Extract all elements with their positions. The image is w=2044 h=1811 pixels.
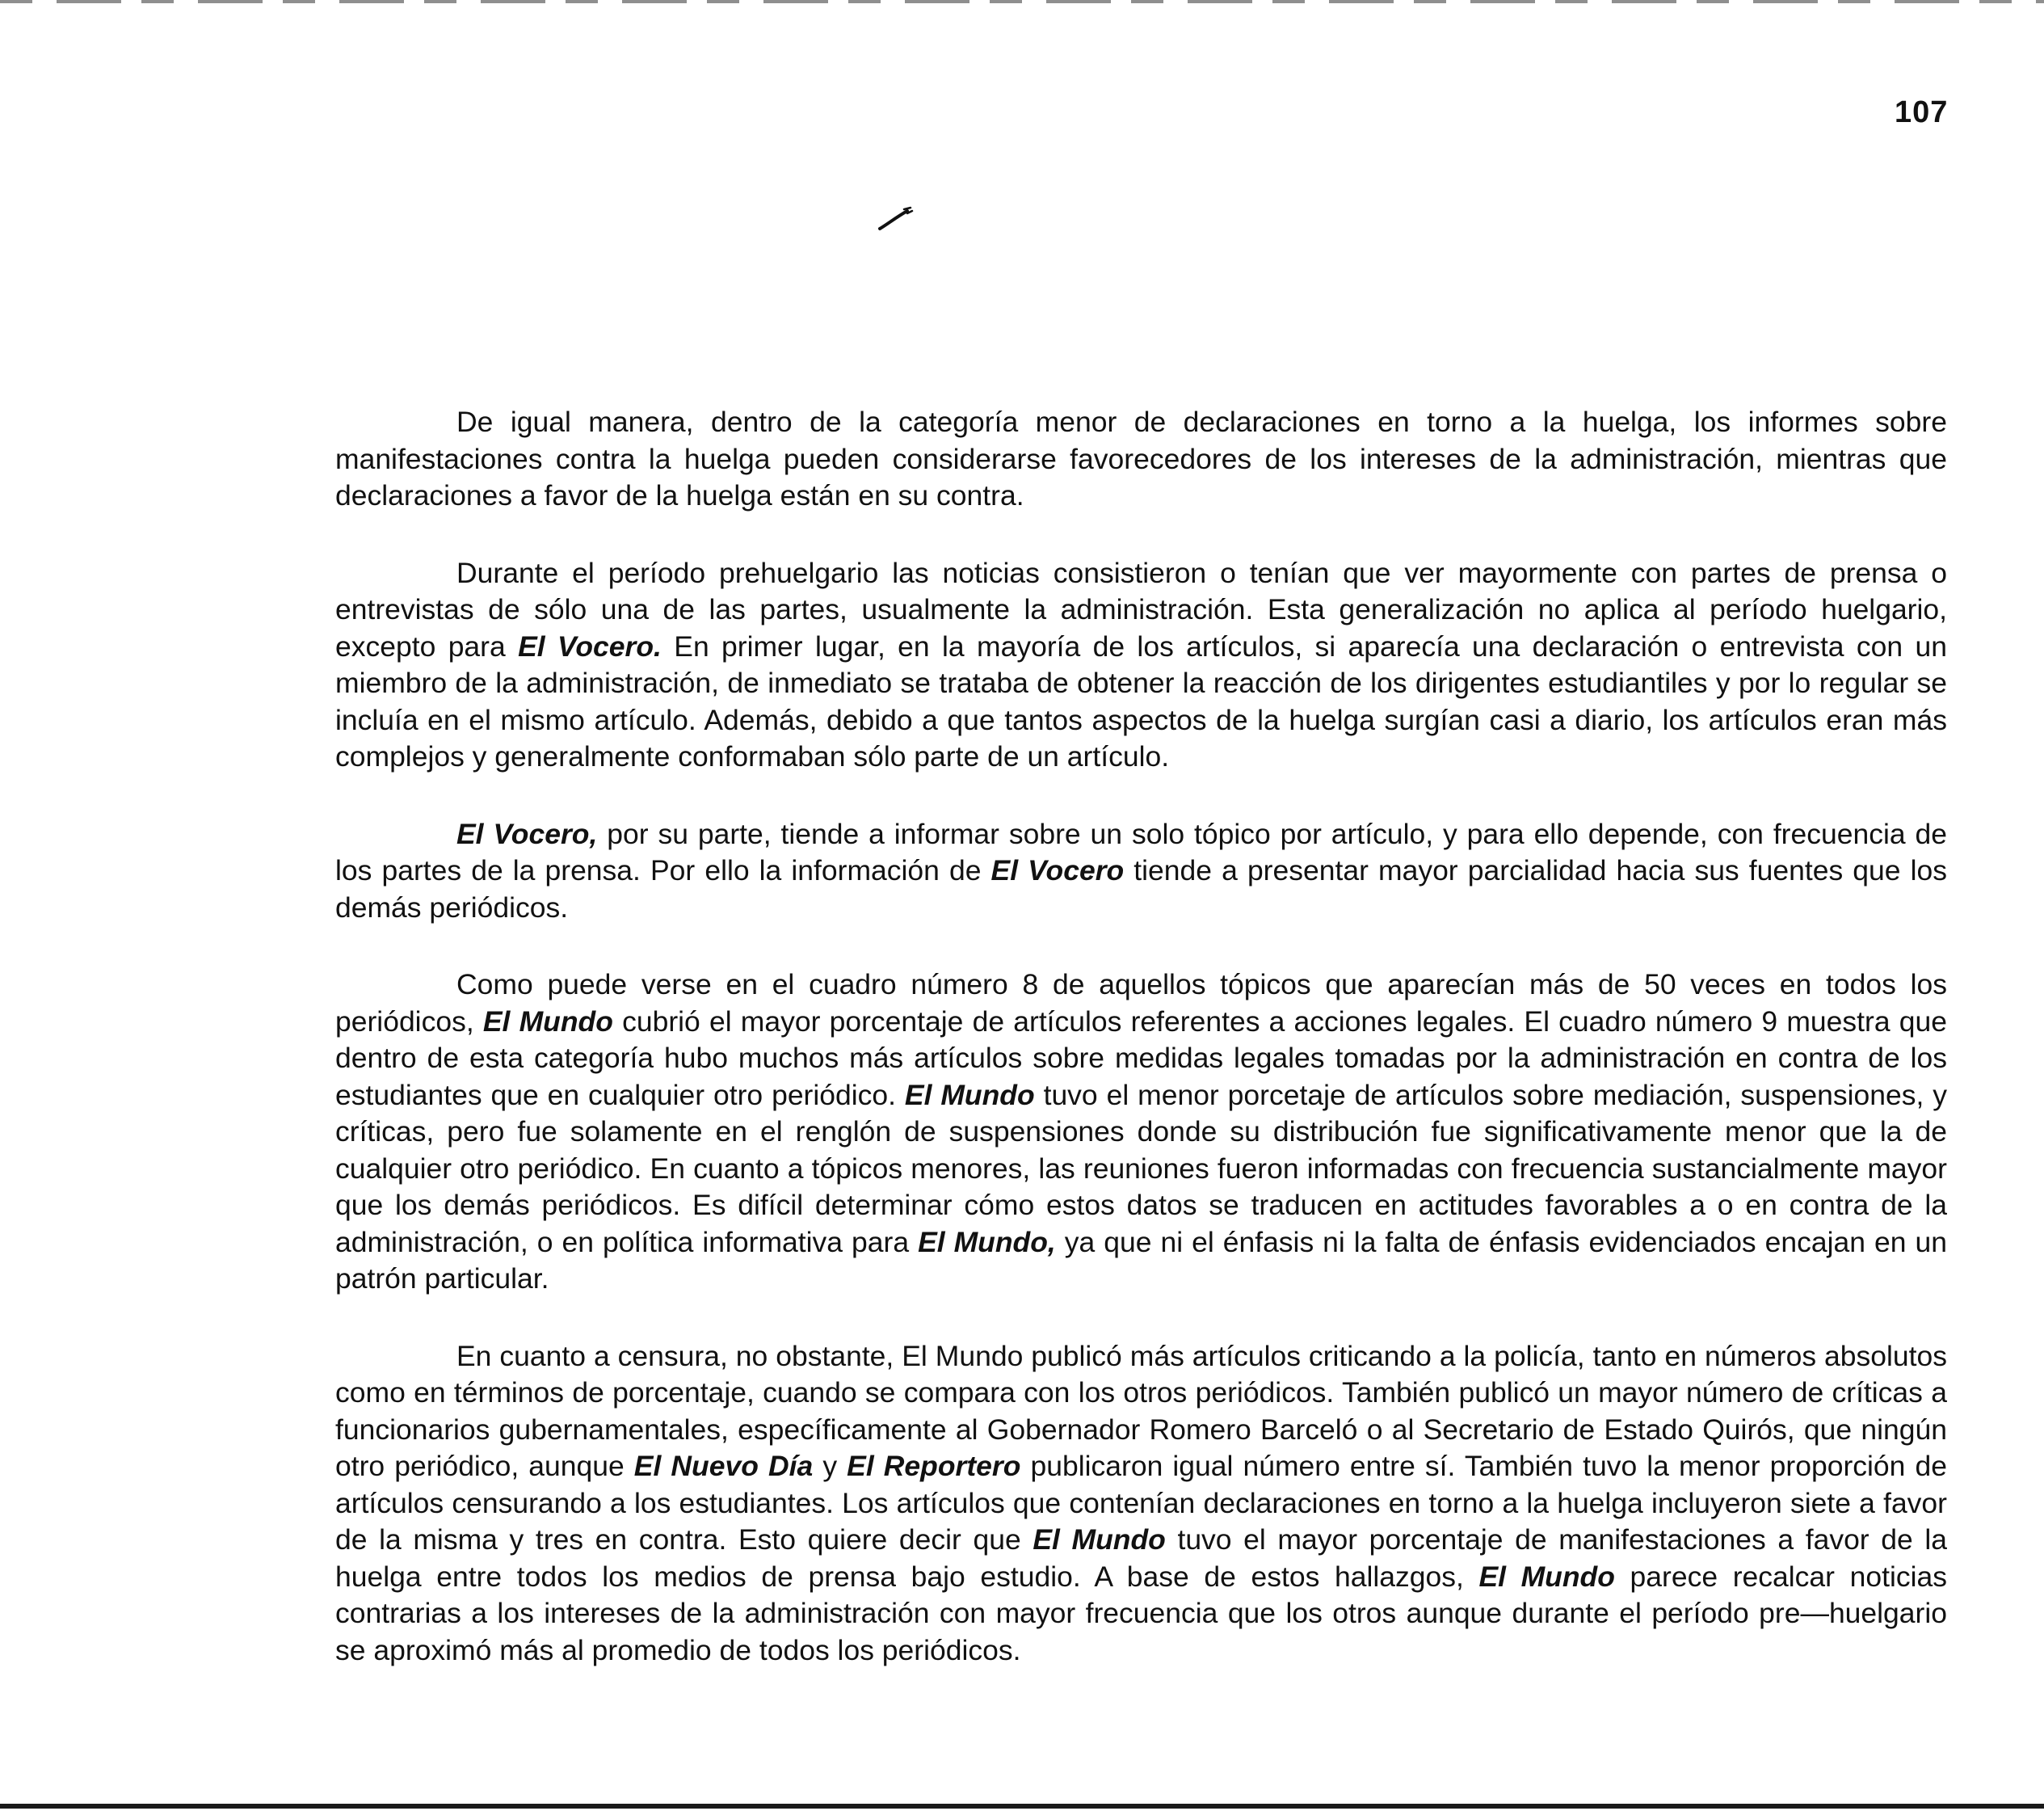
newspaper-name: El Mundo xyxy=(904,1078,1035,1111)
paragraph xyxy=(335,816,1947,927)
top-scan-edge xyxy=(0,0,2044,3)
newspaper-name: El Mundo xyxy=(1033,1523,1166,1556)
paragraph xyxy=(335,404,1947,515)
paragraph-text: tuvo el mayor porcentaje de manifestaciones a favor de la huelga entre todos los medios de prensa bajo estudio. A base de estos hallazgos, xyxy=(335,1523,1947,1593)
paragraph-text: Durante el período prehuelgario las noticias consistieron o tenían que ver mayormente con partes de prensa o entrevistas de sólo una de las partes, usualmente la administración. Esta generalización no aplica al período huelgario, excepto para xyxy=(335,556,1947,663)
newspaper-name: El Vocero xyxy=(990,854,1125,887)
newspaper-name: El Vocero, xyxy=(456,817,598,850)
newspaper-name: El Vocero. xyxy=(518,630,662,663)
newspaper-name: El Mundo xyxy=(1478,1560,1615,1593)
bottom-scan-edge xyxy=(0,1804,2044,1809)
paragraph-text: Como puede verse en el cuadro número 8 de aquellos tópicos que aparecían más de 50 veces en todos los periódicos, xyxy=(335,968,1947,1038)
newspaper-name: El Mundo, xyxy=(918,1225,1056,1258)
page-number: 107 xyxy=(1895,95,1949,129)
paragraph-text: En cuanto a censura, no obstante, El Mundo publicó más artículos criticando a la policía, tanto en números absolutos como en términos de porcentaje, cuando se compara con los otros periódicos. También publicó un mayor número de críticas a funcionarios gubernamentales, específicamente al Gobernador Romero Barceló o al Secretario de Estado Quirós, que ningún otro periódico, aunque xyxy=(335,1339,1947,1482)
newspaper-name: El Reportero xyxy=(847,1450,1021,1482)
newspaper-name: El Nuevo Día xyxy=(633,1450,814,1482)
paragraph-text: y xyxy=(813,1450,847,1482)
paragraph-text: tiende a presentar mayor parcialidad hacia sus fuentes que los demás periódicos. xyxy=(335,854,1948,924)
article-body xyxy=(335,404,1947,1709)
paragraph-text: De igual manera, dentro de la categoría menor de declaraciones en torno a la huelga, los informes sobre manifestaciones contra la huelga pueden considerarse favorecedores de los intereses de la administración, mientras que declaraciones a favor de la huelga están en su contra. xyxy=(335,406,1947,512)
paragraph-text: En primer lugar, en la mayoría de los artículos, si aparecía una declaración o entrevista con un miembro de la administración, de inmediato se trataba de obtener la reacción de los dirigentes estudiantiles y por lo regular se incluía en el mismo artículo. Además, debido a que tantos aspectos de la huelga surgían casi a diario, los artículos eran más complejos y generalmente conformaban sólo parte de un artículo. xyxy=(335,630,1947,773)
pen-mark-icon xyxy=(877,206,915,232)
newspaper-name: El Mundo xyxy=(482,1004,613,1038)
paragraph-text: tuvo el menor porcetaje de artículos sobre mediación, suspensiones, y críticas, pero fue solamente en el renglón de suspensiones donde su distribución fue significativamente menor que la de cualquier otro periódico. En cuanto a tópicos menores, las reuniones fueron informadas con frecuencia sustancialmente mayor que los demás periódicos. Es difícil determinar cómo estos datos se traducen en actitudes favorables a o en contra de la administración, o en política informativa para xyxy=(335,1078,1947,1258)
paragraph xyxy=(335,555,1947,776)
paragraph-text: cubrió el mayor porcentaje de artículos referentes a acciones legales. El cuadro número 9 muestra que dentro de esta categoría hubo muchos más artículos sobre medidas legales tomadas por la administración en contra de los estudiantes que en cualquier otro periódico. xyxy=(335,1004,1948,1111)
paragraph-text: publicaron igual número entre sí. También tuvo la menor proporción de artículos censurando a los estudiantes. Los artículos que contenían declaraciones en torno a la huelga incluyeron siete a favor de la misma y tres en contra. Esto quiere decir que xyxy=(335,1450,1947,1556)
paragraph-text: parece recalcar noticias contrarias a los intereses de la administración con mayor frecuencia que los otros aunque durante el período pre—huelgario se aproximó más al promedio de todos los periódicos. xyxy=(335,1560,1947,1666)
paragraph xyxy=(335,967,1947,1298)
paragraph-text: por su parte, tiende a informar sobre un solo tópico por artículo, y para ello depende, con frecuencia de los partes de la prensa. Por ello la información de xyxy=(335,817,1947,887)
paragraph xyxy=(335,1338,1947,1670)
paragraph-text: ya que ni el énfasis ni la falta de énfasis evidenciados encajan en un patrón particular. xyxy=(335,1225,1947,1295)
